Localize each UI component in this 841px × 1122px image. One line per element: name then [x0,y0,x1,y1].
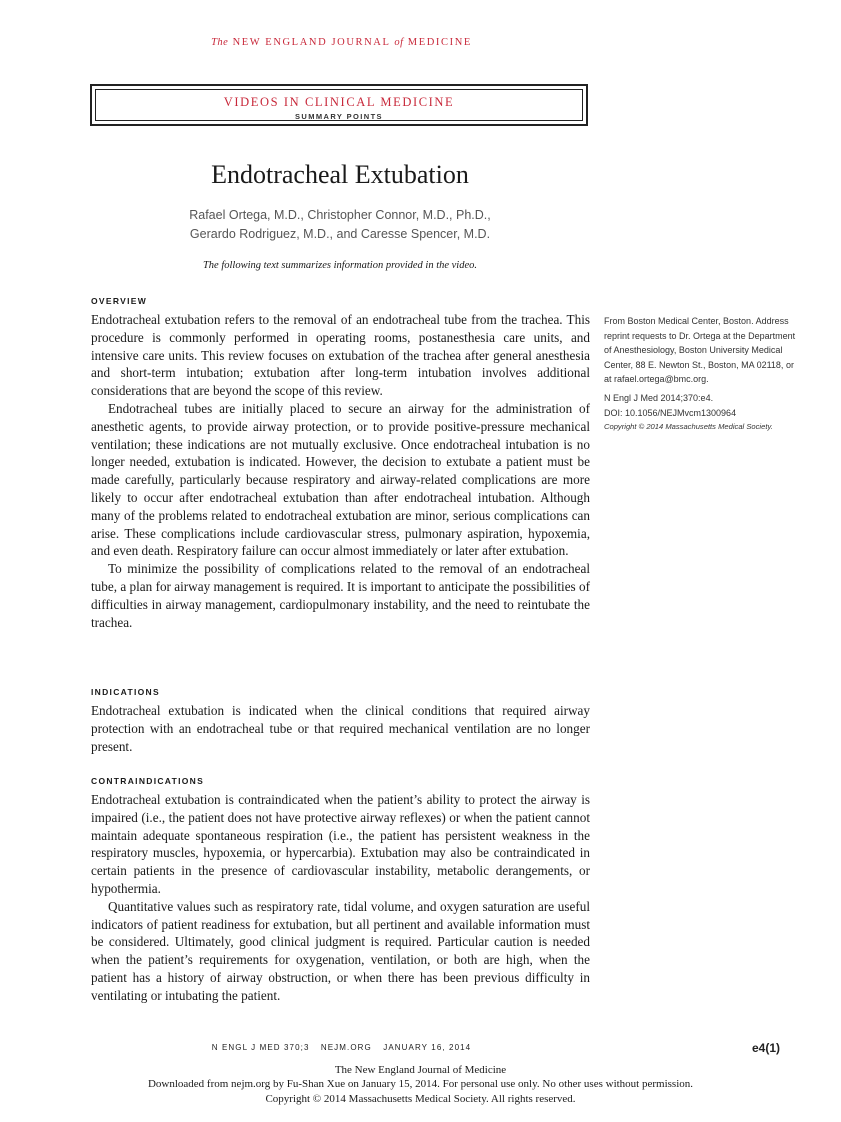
download-notice: Downloaded from nejm.org by Fu-Shan Xue on January 15, 2014. For personal use only. No other uses without permission. [147,1078,694,1090]
overview-heading: OVERVIEW [91,296,148,306]
contraindications-paragraph-1: Endotracheal extubation is contraindicated when the patient’s ability to protect the airway is impaired (i.e., the patient does not have protective airway reflexes) or when the patient cannot maintain adequate spontaneous respiration (i.e., the patient has persistent weakness in the respiratory muscles, hypoxemia, or hypercarbia). Extubation may also be contraindicated in certain patients in the presence of cardiovascular instability, metabolic derangements, or hypothermia. [91,792,590,896]
footer-date: JANUARY 16, 2014 [383,1043,472,1052]
authors-line-1: Rafael Ortega, M.D., Christopher Connor, M.D., Ph.D., [189,208,491,222]
masthead-name-2: MEDICINE [407,37,472,48]
page-number: e4(1) [752,1041,781,1055]
author-affiliation: From Boston Medical Center, Boston. Address reprint requests to Dr. Ortega at the Department of Anesthesiology, Boston University Medical Center, 88 E. Newton St., Boston, MA 02118, or at rafael.ortega@bmc.org. [604,316,796,385]
footer-site: NEJM.ORG [320,1043,372,1052]
masthead-of: of [394,37,404,48]
contraindications-heading: CONTRAINDICATIONS [91,776,205,786]
sidebar-copyright: Copyright © 2014 Massachusetts Medical Society. [604,422,773,432]
contraindications-section [91,791,590,1005]
indications-section [91,702,590,755]
overview-paragraph-2: Endotracheal tubes are initially placed to secure an airway for the administration of anesthetic agents, to provide airway protection, or to provide positive-pressure mechanical ventilation; these indications are not mutually exclusive. Once endotracheal intubation is no longer needed, extubation is indicated. However, the decision to extubate a patient must be made carefully, particularly because respiratory and airway-related complications are more likely to occur after endotracheal extubation than after endotracheal intubation. Although many of the problems related to endotracheal extubation are minor, serious complications can arise. These complications include cardiovascular stress, pulmonary aspiration, hypoxemia, and even death. Respiratory failure can occur almost immediately or later after extubation. [91,400,590,559]
article-title: Endotracheal Extubation [211,160,469,189]
overview-paragraph-3: To minimize the possibility of complications related to the removal of an endotracheal tube, a plan for airway management is required. It is important to anticipate the possibilities of difficulties in airway management, cardiopulmonary instability, and the need to reintubate the trachea. [91,561,590,630]
download-copyright: Copyright © 2014 Massachusetts Medical Society. All rights reserved. [265,1093,576,1105]
overview-paragraph-1: Endotracheal extubation refers to the removal of an endotracheal tube from the trachea. This procedure is commonly performed in operating rooms, postanesthesia care units, and intensive care units. This review focuses on extubation of the trachea after general anesthesia and short-term intubation; extubation after long-term intubation involves additional considerations that are beyond the scope of this review. [91,312,590,399]
section-title: VIDEOS IN CLINICAL MEDICINE [223,95,455,109]
download-journal-name: The New England Journal of Medicine [334,1064,507,1076]
authors-line-2: Gerardo Rodriguez, M.D., and Caresse Spencer, M.D. [189,227,491,241]
section-banner [90,84,588,126]
indications-heading: INDICATIONS [91,687,160,697]
page-footer [0,1043,683,1052]
article-sidebar [604,314,796,435]
overview-section [91,311,590,631]
section-subtitle: SUMMARY POINTS [295,112,383,121]
citation: N Engl J Med 2014;370:e4. [604,392,714,403]
article-authors [90,206,590,244]
indications-paragraph-1: Endotracheal extubation is indicated when the clinical conditions that required airway protection with an endotracheal tube or that required mechanical ventilation are no longer present. [91,703,590,754]
masthead-name-1: NEW ENGLAND JOURNAL [232,37,391,48]
footer-journal: N ENGL J MED 370;3 [211,1043,310,1052]
journal-masthead [0,37,683,48]
masthead-the: The [211,37,229,48]
contraindications-paragraph-2: Quantitative values such as respiratory rate, tidal volume, and oxygen saturation are useful indicators of patient readiness for extubation, but all pertinent and available information must be considered. Ultimately, good clinical judgment is required. Particular caution is needed when the patient’s requirements for oxygenation, ventilation, or both are high, when the patient has a history of airway obstruction, or when there has been previous difficulty in ventilating or intubating the patient. [91,898,590,1003]
summary-note: The following text summarizes information provided in the video. [202,260,478,271]
doi: DOI: 10.1056/NEJMvcm1300964 [604,407,737,418]
